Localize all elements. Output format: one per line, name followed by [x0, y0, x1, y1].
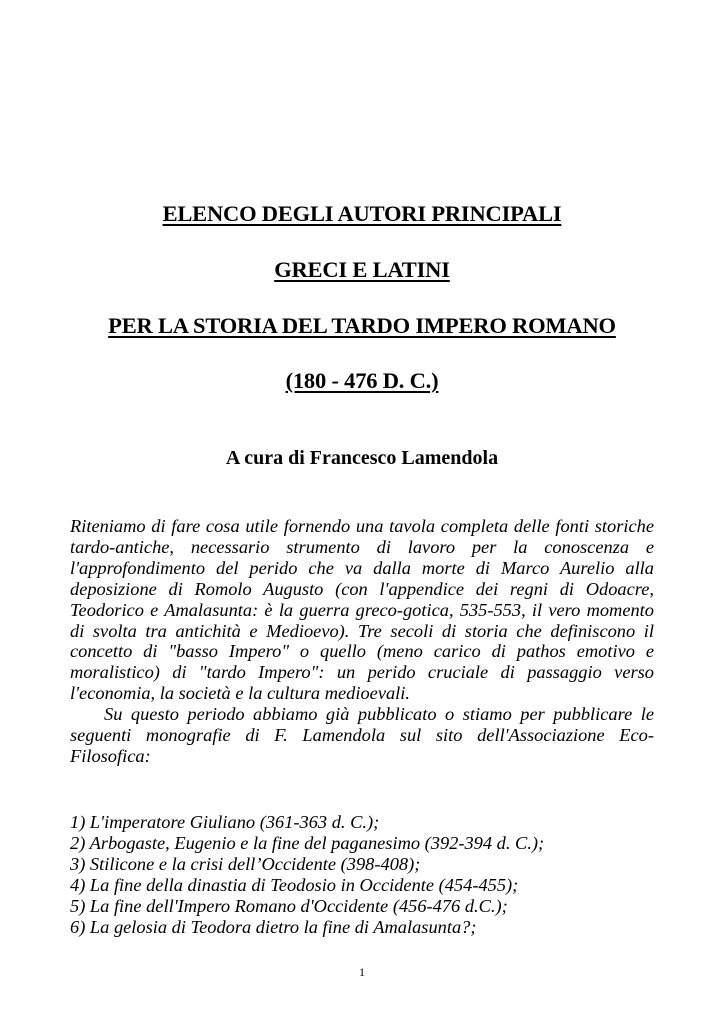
- intro-paragraph-1: Riteniamo di fare cosa utile fornendo una tavola completa delle fonti storiche tardo-antiche, necessario strumento di lavoro per la conoscenza e l'approfondimento del perido che va dalla morte di Marco Aurelio alla deposizione di Romolo Augusto (con l'appendice dei regni di Odoacre, Teodorico e Amalasunta: è la guerra greco-gotica, 535-553, il vero momento di svolta tra antichità e Medioevo). Tre secoli di storia che definiscono il concetto di "basso Impero" o quello (meno carico di pathos emotivo e moralistico) di "tardo Impero": un perido cruciale di passaggio verso l'economia, la società e la cultura medioevali.: [70, 516, 654, 704]
- title-line-2: GRECI E LATINI: [274, 257, 450, 282]
- monograph-list: [70, 812, 670, 938]
- intro-text: [70, 516, 654, 767]
- list-item: 1) L'imperatore Giuliano (361-363 d. C.);: [70, 812, 380, 832]
- curator-line: A cura di Francesco Lamendola: [225, 447, 499, 469]
- title-line-1: ELENCO DEGLI AUTORI PRINCIPALI: [162, 201, 562, 226]
- list-item: 6) La gelosia di Teodora dietro la fine di Amalasunta?;: [70, 917, 477, 937]
- title-line-3: PER LA STORIA DEL TARDO IMPERO ROMANO: [108, 313, 616, 338]
- list-item: 2) Arbogaste, Eugenio e la fine del paganesimo (392-394 d. C.);: [70, 833, 545, 853]
- title-line-4: (180 - 476 D. C.): [285, 368, 439, 393]
- list-item: 3) Stilicone e la crisi dell’Occidente (398-408);: [70, 854, 421, 874]
- page-number: 1: [359, 965, 365, 979]
- list-item: 4) La fine della dinastia di Teodosio in Occidente (454-455);: [70, 875, 519, 895]
- list-item: 5) La fine dell'Impero Romano d'Occidente (456-476 d.C.);: [70, 896, 508, 916]
- intro-paragraph-2: Su questo periodo abbiamo già pubblicato o stiamo per pubblicare le seguenti monografie di F. Lamendola sul sito dell'Associazione Eco-Filosofica:: [70, 704, 654, 766]
